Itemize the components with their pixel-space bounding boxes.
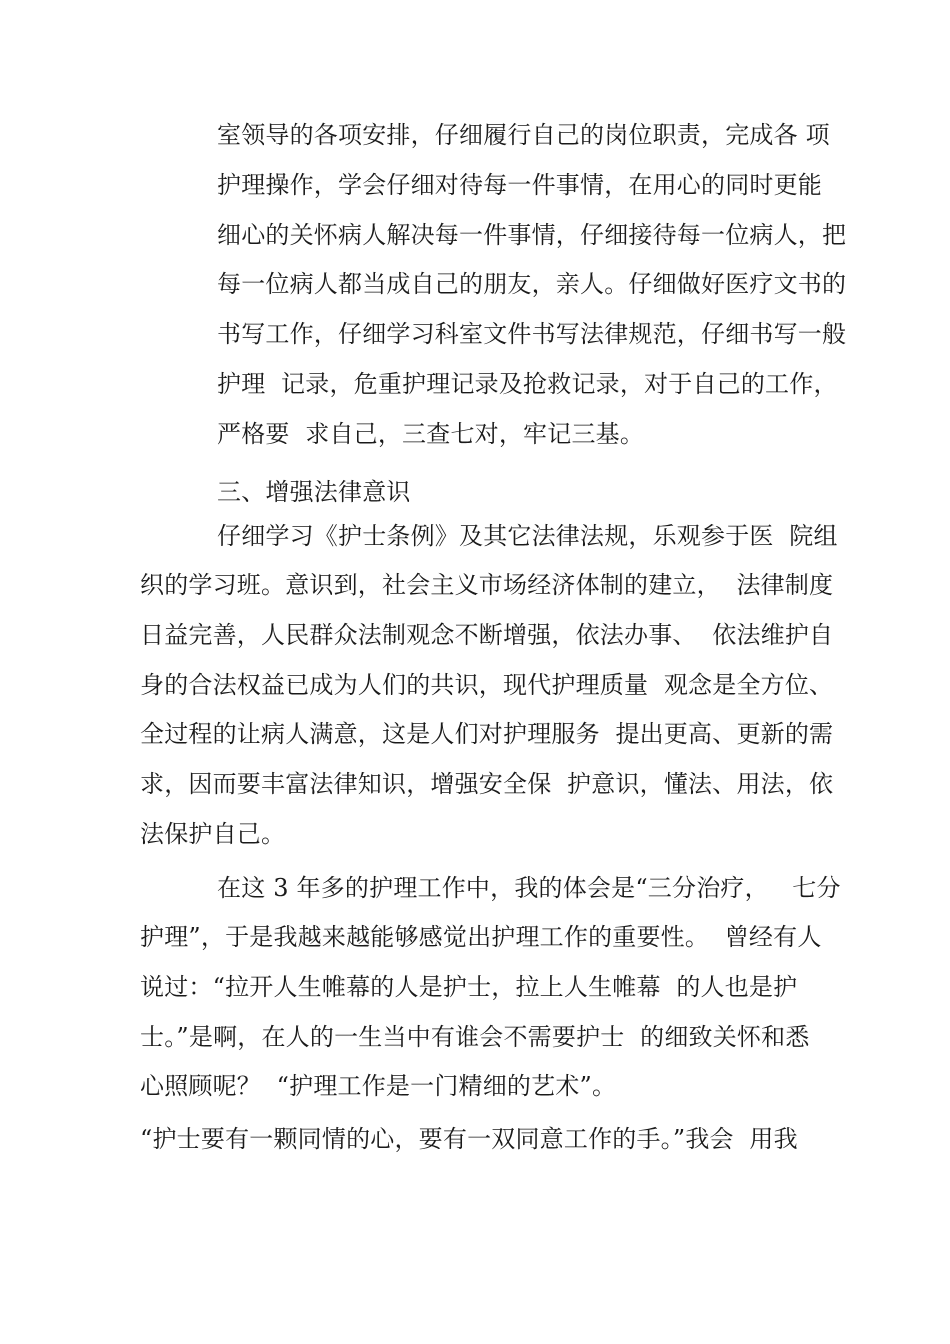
text-line: 护理 记录，危重护理记录及抢救记录，对于自己的工作， [217, 370, 838, 398]
text-line: 书写工作，仔细学习科室文件书写法律规范，仔细书写一般 [217, 320, 847, 348]
text-line: 严格要 求自己，三查七对，牢记三基。 [217, 420, 645, 448]
text-line: 全过程的让病人满意，这是人们对护理服务 提出更高、更新的需 [140, 720, 834, 748]
text-line: 护理”，于是我越来越能够感觉出护理工作的重要性。 曾经有人 [140, 923, 822, 951]
text-line: “护士要有一颗同情的心，要有一双同意工作的手。”我会 用我 [140, 1125, 798, 1153]
text-line: 在这 3 年多的护理工作中，我的体会是“三分治疗， 七分 [217, 874, 841, 902]
text-line: 法保护自己。 [140, 820, 286, 848]
text-line: 说过：“拉开人生帷幕的人是护士，拉上人生帷幕 的人也是护 [140, 973, 798, 1001]
text-line: 细心的关怀病人解决每一件事情，仔细接待每一位病人，把 [217, 221, 847, 249]
text-line: 日益完善，人民群众法制观念不断增强，依法办事、 依法维护自 [140, 621, 834, 649]
text-line: 身的合法权益已成为人们的共识，现代护理质量 观念是全方位、 [140, 671, 834, 699]
text-line: 士。”是啊，在人的一生当中有谁会不需要护士 的细致关怀和悉 [140, 1023, 810, 1051]
text-line: 护理操作，学会仔细对待每一件事情，在用心的同时更能 [217, 171, 822, 199]
text-line: 求，因而要丰富法律知识，增强安全保 护意识，懂法、用法，依 [140, 770, 834, 798]
text-line: 心照顾呢？ “护理工作是一门精细的艺术”。 [140, 1072, 617, 1100]
text-line: 每一位病人都当成自己的朋友，亲人。仔细做好医疗文书的 [217, 270, 847, 298]
text-line: 织的学习班。意识到，社会主义市场经济体制的建立， 法律制度 [140, 571, 834, 599]
text-line: 仔细学习《护士条例》及其它法律法规，乐观参于医 院组 [217, 522, 838, 550]
section-heading: 三、增强法律意识 [217, 478, 411, 506]
text-line: 室领导的各项安排，仔细履行自己的岗位职责，完成各 项 [217, 121, 830, 149]
